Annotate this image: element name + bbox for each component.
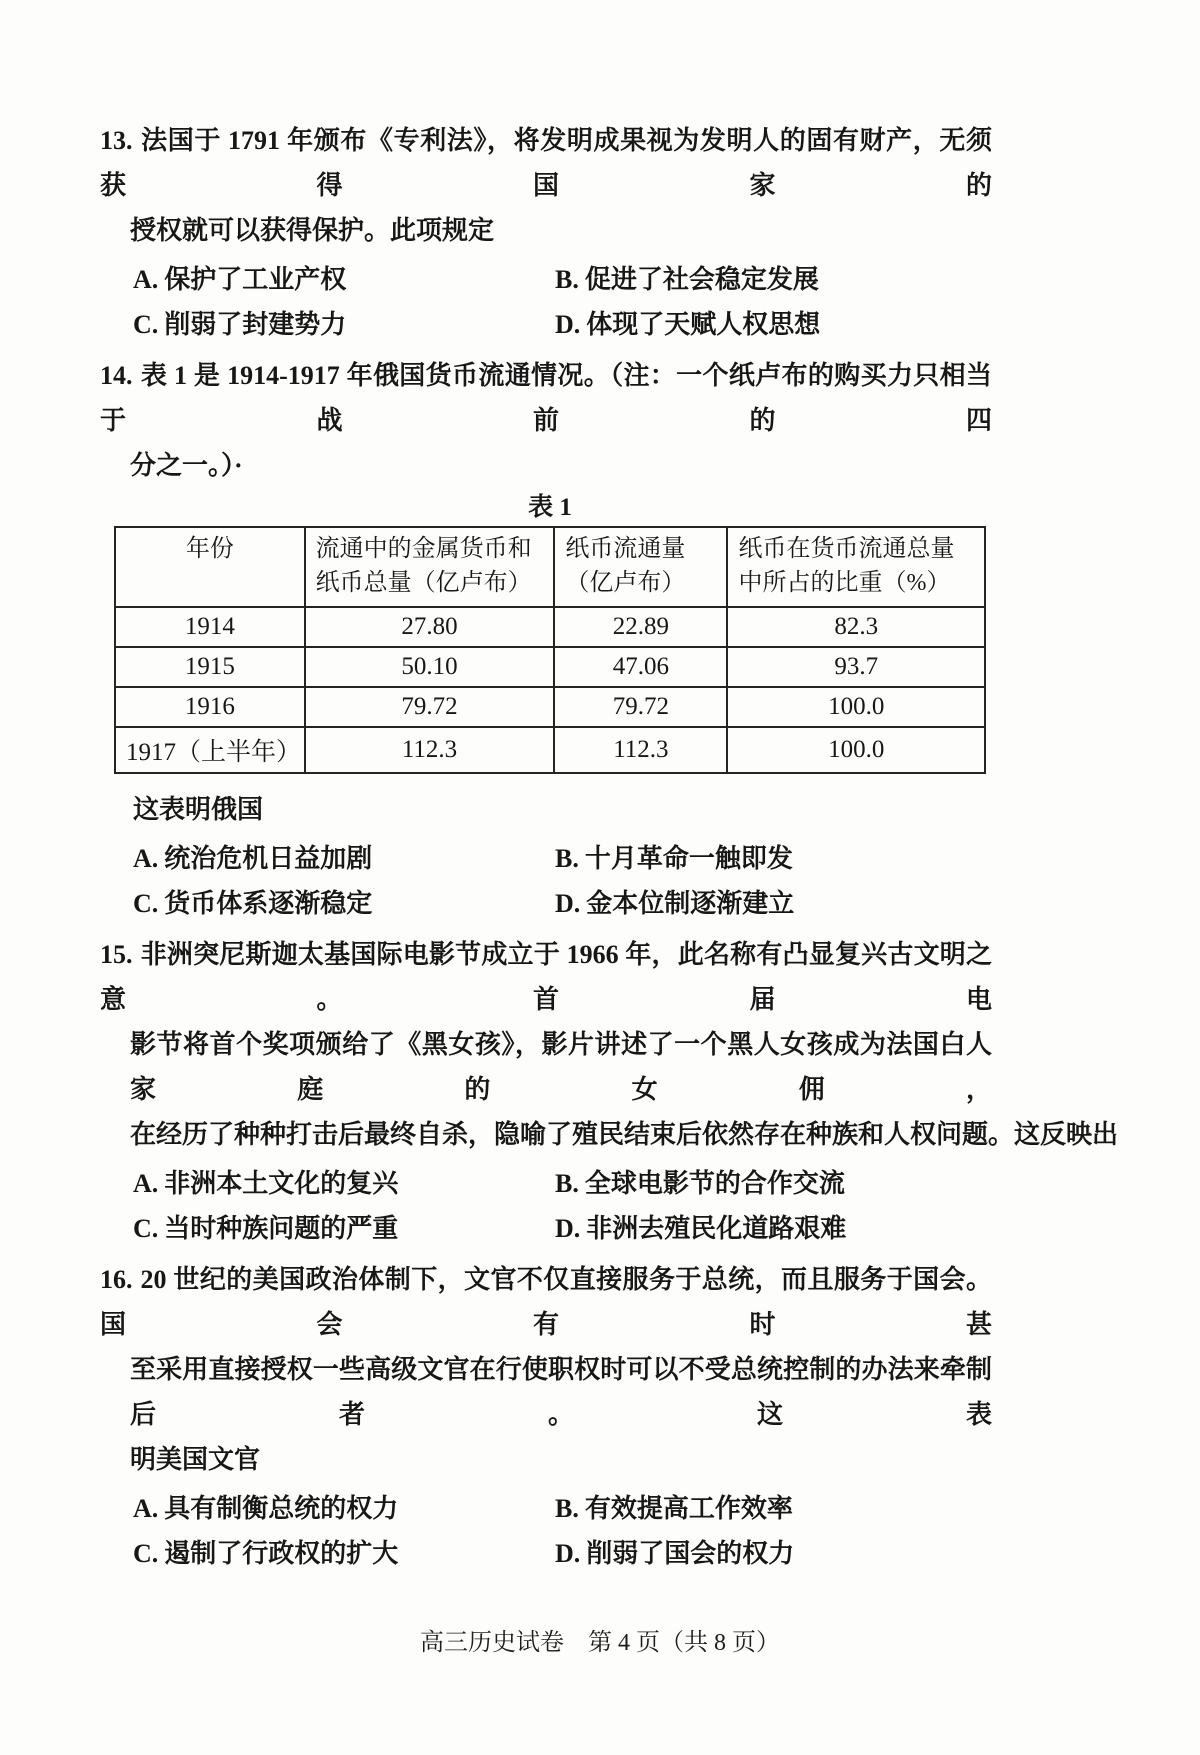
question-stem-line: 分之一。）· (130, 451, 243, 480)
question-number: 13. (100, 126, 133, 155)
option-c (133, 1536, 555, 1572)
options-row (100, 307, 992, 343)
option-text: 体现了天赋人权思想 (586, 310, 821, 339)
option-a (133, 262, 555, 298)
option-b (555, 1491, 793, 1527)
stem-text: 非洲突尼斯迦太基国际电影节成立于 1966 年，此名称有凸显复兴古文明之意。首届电 (100, 940, 992, 1014)
table-cell: 1916 (115, 687, 305, 727)
option-text: 保护了工业产权 (164, 265, 347, 294)
option-text: 削弱了封建势力 (164, 310, 347, 339)
question-stem-line (100, 353, 992, 443)
option-label: B. (555, 265, 579, 294)
options-row (100, 1166, 992, 1202)
question-stem-line (100, 932, 992, 1022)
table-header-row (115, 527, 985, 607)
option-text: 货币体系逐渐稳定 (164, 889, 373, 918)
table-caption: 表 1 (528, 494, 572, 521)
options-row (100, 1211, 992, 1247)
options-row (100, 1491, 992, 1527)
question-15 (100, 932, 1119, 1247)
option-a (133, 1166, 555, 1202)
option-label: A. (133, 265, 159, 294)
option-c (133, 1211, 555, 1247)
option-label: C. (133, 1539, 159, 1568)
table-row (115, 647, 985, 687)
question-stem-line: 至采用直接授权一些高级文官在行使职权时可以不受总统控制的办法来牵制后者。这表 (130, 1355, 992, 1429)
option-a (133, 841, 555, 877)
table-cell: 1914 (115, 607, 305, 647)
option-label: B. (555, 1169, 579, 1198)
question-stem-line: 在经历了种种打击后最终自杀，隐喻了殖民结束后依然存在种族和人权问题。这反映出 (130, 1120, 1119, 1149)
question-stem-line: 明美国文官 (130, 1445, 261, 1474)
page-footer: 高三历史试卷 第 4 页（共 8 页） (420, 1630, 780, 1656)
question-number: 16. (100, 1265, 133, 1294)
option-text: 削弱了国会的权力 (586, 1539, 795, 1568)
stem-text: 法国于 1791 年颁布《专利法》，将发明成果视为发明人的固有财产，无须获得国家的 (100, 126, 992, 200)
option-a (133, 1491, 555, 1527)
option-text: 当时种族问题的严重 (164, 1214, 399, 1243)
option-label: A. (133, 1169, 159, 1198)
option-text: 具有制衡总统的权力 (164, 1494, 399, 1523)
table-cell: 100.0 (727, 727, 985, 773)
question-13 (100, 118, 992, 343)
question-number: 14. (100, 361, 133, 390)
question-14 (100, 353, 992, 922)
table-cell: 1917（上半年） (115, 727, 305, 773)
table-header-cell: 流通中的金属货币和纸币总量（亿卢布） (305, 527, 555, 607)
table-row (115, 727, 985, 773)
table-header-cell: 年份 (115, 527, 305, 607)
currency-table (114, 526, 986, 774)
option-label: C. (133, 310, 159, 339)
question-stem-line: 影节将首个奖项颁给了《黑女孩》，影片讲述了一个黑人女孩成为法国白人家庭的女佣， (130, 1030, 992, 1104)
question-stem-line (100, 1257, 992, 1347)
option-b (555, 841, 793, 877)
option-text: 非洲去殖民化道路艰难 (586, 1214, 847, 1243)
table-row (115, 607, 985, 647)
option-label: C. (133, 889, 159, 918)
table-cell: 79.72 (305, 687, 555, 727)
option-label: D. (555, 310, 581, 339)
option-label: B. (555, 844, 579, 873)
option-text: 非洲本土文化的复兴 (164, 1169, 399, 1198)
option-d (555, 1211, 846, 1247)
table-cell: 100.0 (727, 687, 985, 727)
stem-text: 20 世纪的美国政治体制下，文官不仅直接服务于总统，而且服务于国会。国会有时甚 (100, 1265, 992, 1339)
option-text: 全球电影节的合作交流 (584, 1169, 845, 1198)
option-b (555, 1166, 845, 1202)
table-header-cell: 纸币流通量（亿卢布） (554, 527, 727, 607)
option-d (555, 886, 794, 922)
option-label: A. (133, 844, 159, 873)
question-number: 15. (100, 940, 133, 969)
table-cell: 79.72 (554, 687, 727, 727)
option-label: D. (555, 1214, 581, 1243)
table-cell: 22.89 (554, 607, 727, 647)
option-c (133, 307, 555, 343)
option-d (555, 307, 820, 343)
table-cell: 1915 (115, 647, 305, 687)
options-row (100, 1536, 992, 1572)
table-cell: 47.06 (554, 647, 727, 687)
table-cell: 112.3 (554, 727, 727, 773)
exam-content (100, 118, 1119, 1582)
option-text: 遏制了行政权的扩大 (164, 1539, 399, 1568)
options-row (100, 886, 992, 922)
option-c (133, 886, 555, 922)
option-d (555, 1536, 794, 1572)
stem-text: 表 1 是 1914-1917 年俄国货币流通情况。（注：一个纸卢布的购买力只相当于战前的四 (100, 361, 992, 435)
option-b (555, 262, 819, 298)
options-row (100, 262, 992, 298)
table-row (115, 687, 985, 727)
option-label: D. (555, 889, 581, 918)
table-cell: 93.7 (727, 647, 985, 687)
question-16 (100, 1257, 992, 1572)
question-stem-line (100, 118, 992, 208)
option-text: 十月革命一触即发 (584, 844, 793, 873)
question-stem-line: 授权就可以获得保护。此项规定 (130, 216, 495, 245)
option-text: 金本位制逐渐建立 (586, 889, 795, 918)
table-cell: 112.3 (305, 727, 555, 773)
option-label: A. (133, 1494, 159, 1523)
option-text: 促进了社会稳定发展 (584, 265, 819, 294)
table-cell: 82.3 (727, 607, 985, 647)
option-label: D. (555, 1539, 581, 1568)
option-text: 有效提高工作效率 (584, 1494, 793, 1523)
option-text: 统治危机日益加剧 (164, 844, 373, 873)
option-label: C. (133, 1214, 159, 1243)
table-header-cell: 纸币在货币流通总量中所占的比重（%） (727, 527, 985, 607)
question-stem-line: 这表明俄国 (133, 795, 264, 824)
option-label: B. (555, 1494, 579, 1523)
table-cell: 27.80 (305, 607, 555, 647)
table-cell: 50.10 (305, 647, 555, 687)
options-row (100, 841, 992, 877)
